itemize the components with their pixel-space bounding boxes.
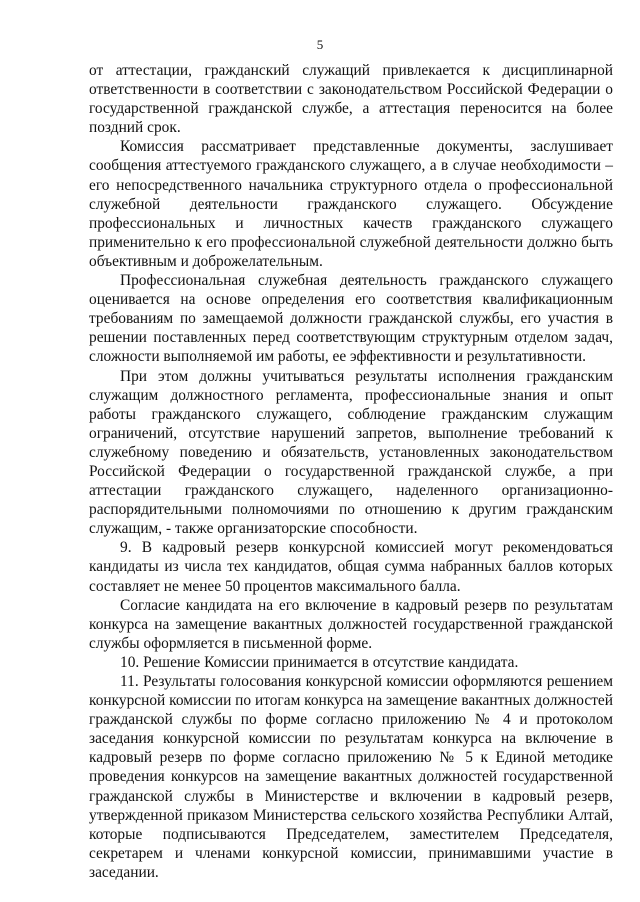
paragraph-item-11: 11. Результаты голосования конкурсной комиссии оформляются решением конкурсной комиссии по итогам конкурса на замещение вакантных должностей гражданской службы по форме согласно приложению № 4 и протоколом заседания конкурсной комиссии по результатам конкурса на включение в кадровый резерв по форме согласно приложению № 5 к Единой методике проведения конкурсов на замещение вакантных должностей государственной гражданской службы в Министерстве и включении в кадровый резерв, утвержденной приказом Министерства сельского хозяйства Республики Алтай, которые подписываются Председателем, заместителем Председателя, секретарем и членами конкурсной комиссии, принимавшими участие в заседании. <box>89 673 613 881</box>
paragraph-attestation-continuation: от аттестации, гражданский служащий привлекается к дисциплинарной ответственности в соответствии с законодательством Российской Федерации о государственной гражданской службе, а аттестация переносится на более поздний срок. <box>89 62 613 137</box>
paragraph-commission-review: Комиссия рассматривает представленные документы, заслушивает сообщения аттестуемого гражданского служащего, а в случае необходимости – его непосредственного начальника структурного отдела о профессиональной служебной деятельности гражданского служащего. Обсуждение профессиональных и личностных качеств гражданского служащего применительно к его профессиональной служебной деятельности должно быть объективным и доброжелательным. <box>89 138 613 270</box>
paragraph-item-10: 10. Решение Комиссии принимается в отсутствие кандидата. <box>120 653 519 671</box>
document-body <box>89 61 613 882</box>
paragraph-professional-activity: Профессиональная служебная деятельность гражданского служащего оценивается на основе определения его соответствия квалификационным требованиям по замещаемой должности гражданской службы, его участия в решении поставленных перед соответствующим структурным отделом задач, сложности выполняемой им работы, ее эффективности и результативности. <box>89 272 613 366</box>
paragraph-candidate-consent: Согласие кандидата на его включение в кадровый резерв по результатам конкурса на замещение вакантных должностей государственной гражданской службы оформляется в письменной форме. <box>89 596 613 652</box>
paragraph-item-9: 9. В кадровый резерв конкурсной комиссией могут рекомендоваться кандидаты из числа тех кандидатов, общая сумма набранных баллов которых составляет не менее 50 процентов максимального балла. <box>89 539 613 595</box>
paragraph-evaluation-criteria: При этом должны учитываться результаты исполнения гражданским служащим должностного регламента, профессиональные знания и опыт работы гражданского служащего, соблюдение гражданским служащим ограничений, отсутствие нарушений запретов, выполнение требований к служебному поведению и обязательств, установленных законодательством Российской Федерации о государственной гражданской службе, а при аттестации гражданского служащего, наделенного организационно-распорядительными полномочиями по отношению к другим гражданским служащим, - также организаторские способности. <box>89 367 613 538</box>
page-number: 5 <box>316 37 324 52</box>
